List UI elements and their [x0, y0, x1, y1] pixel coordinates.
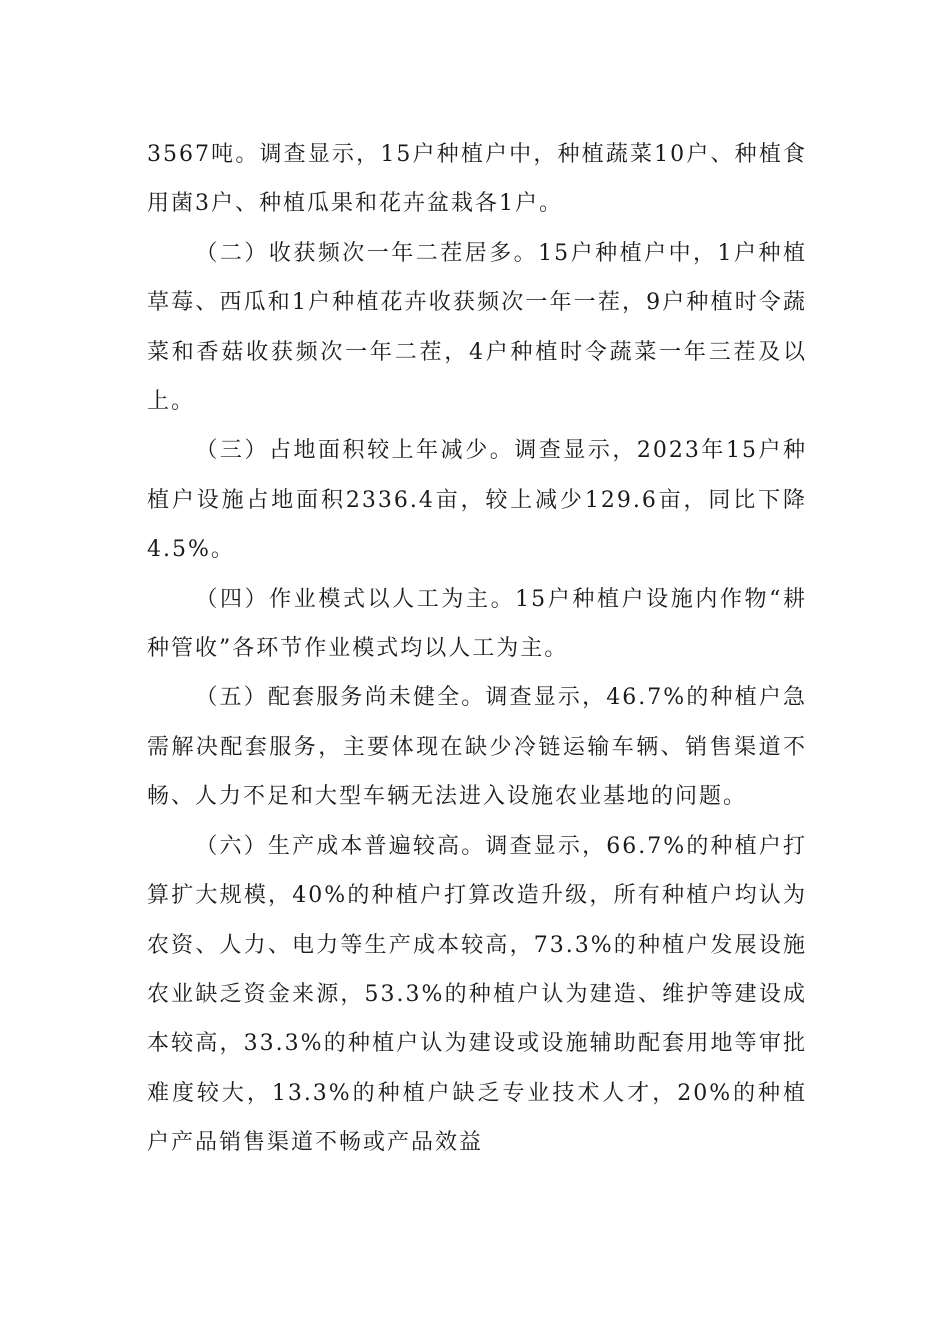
paragraph-continuation: 3567吨。调查显示，15户种植户中，种植蔬菜10户、种植食用菌3户、种植瓜果和花卉盆栽各1户。 — [147, 142, 807, 217]
paragraph-land-area: （三）占地面积较上年减少。调查显示，2023年15户种植户设施占地面积2336.4亩，较上减少129.6亩，同比下降4.5%。 — [147, 438, 807, 563]
paragraph-support-services: （五）配套服务尚未健全。调查显示，46.7%的种植户急需解决配套服务，主要体现在缺少冷链运输车辆、销售渠道不畅、人力不足和大型车辆无法进入设施农业基地的问题。 — [147, 685, 807, 810]
paragraph-production-cost: （六）生产成本普遍较高。调查显示，66.7%的种植户打算扩大规模，40%的种植户打算改造升级，所有种植户均认为农资、人力、电力等生产成本较高，73.3%的种植户发展设施农业缺乏资金来源，53.3%的种植户认为建造、维护等建设成本较高，33.3%的种植户认为建设或设施辅助配套用地等审批难度较大，13.3%的种植户缺乏专业技术人才，20%的种植户产品销售渠道不畅或产品效益 — [147, 833, 807, 1156]
document-body — [147, 130, 807, 1168]
paragraph-harvest-frequency: （二）收获频次一年二茬居多。15户种植户中，1户种植草莓、西瓜和1户种植花卉收获频次一年一茬，9户种植时令蔬菜和香菇收获频次一年二茬，4户种植时令蔬菜一年三茬及以上。 — [147, 240, 807, 415]
paragraph-operation-mode: （四）作业模式以人工为主。15户种植户设施内作物“耕种管收”各环节作业模式均以人工为主。 — [147, 586, 807, 662]
